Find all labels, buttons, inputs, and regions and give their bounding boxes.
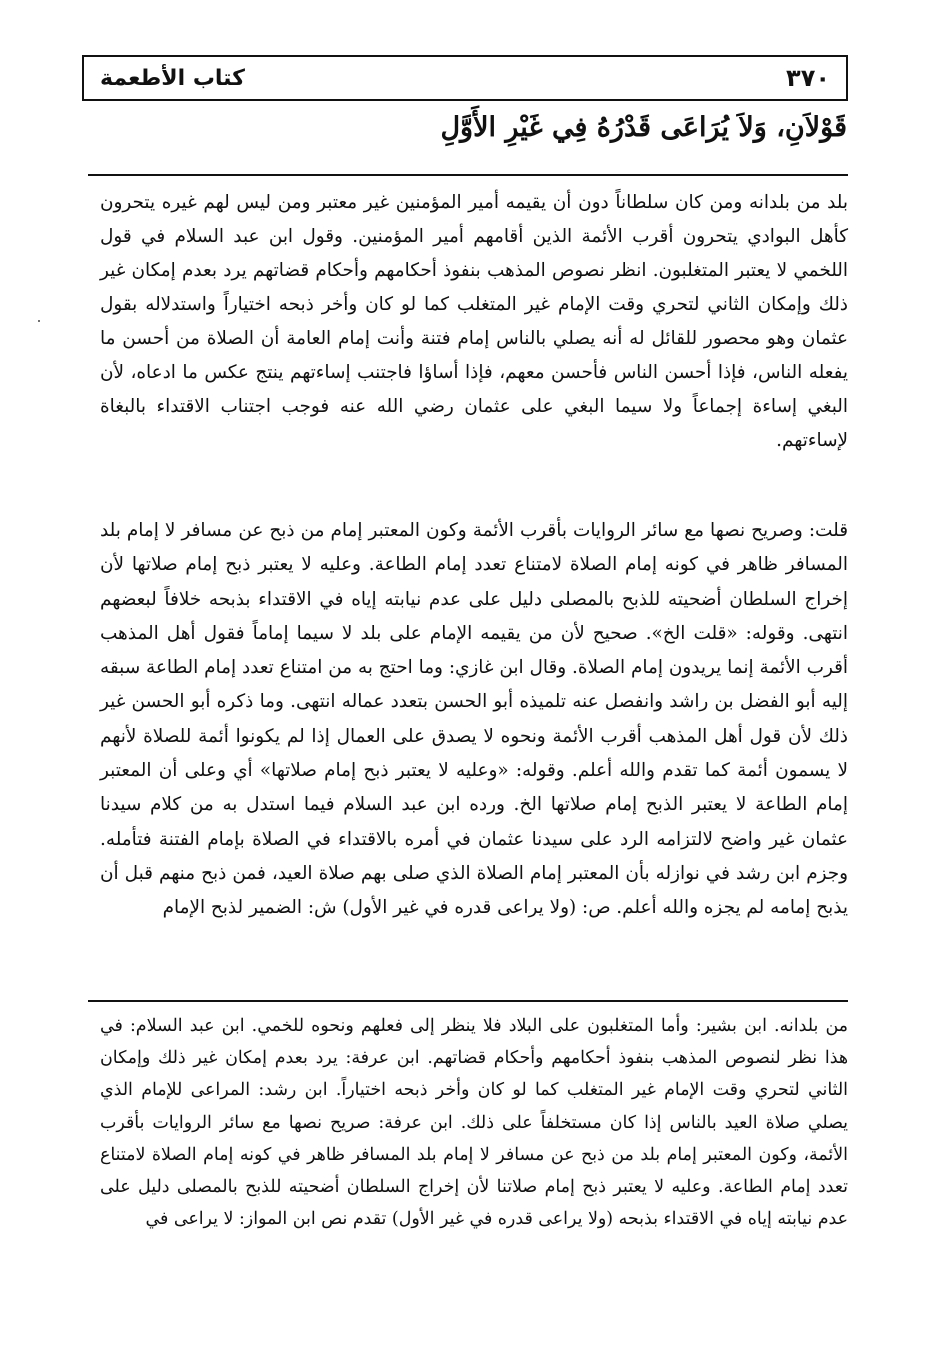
margin-mark (38, 320, 40, 322)
running-header (82, 55, 848, 101)
chapter-title: كتاب الأطعمة (100, 65, 245, 91)
commentary-paragraph-1: بلد من بلدانه ومن كان سلطاناً دون أن يقيمه أمير المؤمنين غير معتبر ومن ليس لهم غيره يتحرون كأهل البوادي يتحرون أقرب الأئمة الذين أقامهم أمير المؤمنين. وقول ابن عبد السلام في قول اللخمي لا يعتبر المتغلبون. انظر نصوص المذهب بنفوذ أحكامهم وأحكام قضاتهم يرد بعدم إمكان غير ذلك وإمكان الثاني لتحري وقت الإمام غير المتغلب كما لو كان وأخر ذبحه اختياراً واستدلاله بقول عثمان وهو محصور للقائل له أنه يصلي بالناس إمام فتنة وأنت إمام العامة أن الصلاة من أحسن ما يفعله الناس، فإذا أحسن الناس فأحسن معهم، فإذا أساؤا فاجتنب إساءتهم ينتج عكس ما ادعاه، لأن البغي إساءة إجماعاً ولا سيما البغي على عثمان رضي الله عنه فوجب اجتناب الاقتداء بالبغاة لإساءتهم. (100, 192, 848, 451)
footnote-divider (88, 1000, 848, 1002)
matn-divider (88, 174, 848, 176)
matn-text: قَوْلاَنِ، وَلاَ يُرَاعَى قَدْرُهُ فِي غَيْرِ الأَوَّلِ (440, 112, 847, 143)
footnote-text: من بلدانه. ابن بشير: وأما المتغلبون على البلاد فلا ينظر إلى فعلهم ونحوه للخمي. ابن عبد السلام: في هذا نظر لنصوص المذهب بنفوذ أحكامهم وأحكام قضاتهم. ابن عرفة: يرد بعدم إمكان غير ذلك وإمكان الثاني لتحري وقت الإمام غير المتغلب كما لو كان وأخر ذبحه اختياراً. ابن رشد: المراعى للإمام الذي يصلي صلاة العيد بالناس إذا كان مستخلفاً على ذلك. ابن عرفة: صريح نصها مع سائر الروايات بأقرب الأئمة، وكون المعتبر إمام بلد من ذبح عن مسافر لا إمام بلد المسافر ظاهر في كونه إمام الصلاة لامتناع تعدد إمام الطاعة. وعليه لا يعتبر ذبح إمام صلاتنا لأن إخراج السلطان أضحيته للذبح بالمصلى دليل على عدم نيابته إياه في الاقتداء بذبحه (ولا يراعى قدره في غير الأول) تقدم نص ابن المواز: لا يراعى في (100, 1016, 848, 1230)
page-number: ٣٧٠ (786, 64, 830, 92)
commentary-paragraph-2: قلت: وصريح نصها مع سائر الروايات بأقرب الأئمة وكون المعتبر إمام من ذبح عن مسافر لا إمام بلد المسافر ظاهر في كونه إمام الصلاة لامتناع تعدد إمام الطاعة. وعليه لا يعتبر ذبح إمام صلاتها لأن إخراج السلطان أضحيته للذبح بالمصلى دليل على عدم نيابته إياه في الاقتداء بذبحه خلافاً لبعضهم انتهى. وقوله: «قلت الخ». صحيح لأن من يقيمه الإمام على بلد لا سيما إماماً فقول أهل المذهب أقرب الأئمة إنما يريدون إمام الصلاة. وقال ابن غازي: وما احتج به من امتناع تعدد إمام الطاعة سبقه إليه أبو الفضل بن راشد وانفصل عنه تلميذه أبو الحسن بتعدد عماله انتهى. وما ذكره أبو الحسن غير ذلك لأن قول أهل المذهب أقرب الأئمة ونحوه لا يصدق على العمال إذا لم يكونوا أئمة للصلاة لأنهم لا يسمون أئمة كما تقدم والله أعلم. وقوله: «وعليه لا يعتبر ذبح إمام صلاتها» أي وعلى أن المعتبر إمام الطاعة لا يعتبر الذبح إمام صلاتها الخ. ورده ابن عبد السلام فيما استدل به من كلام سيدنا عثمان غير واضح لالتزامه الرد على سيدنا عثمان في أمره بالاقتداء في الصلاة بإمام الفتنة فتأمله. وجزم ابن رشد في نوازله بأن المعتبر إمام الصلاة الذي صلى بهم صلاة العيد، فمن ذبح منهم قبل أن يذبح إمامه لم يجزه والله أعلم. ص: (ولا يراعى قدره في غير الأول) ش: الضمير لذبح الإمام (100, 520, 848, 919)
